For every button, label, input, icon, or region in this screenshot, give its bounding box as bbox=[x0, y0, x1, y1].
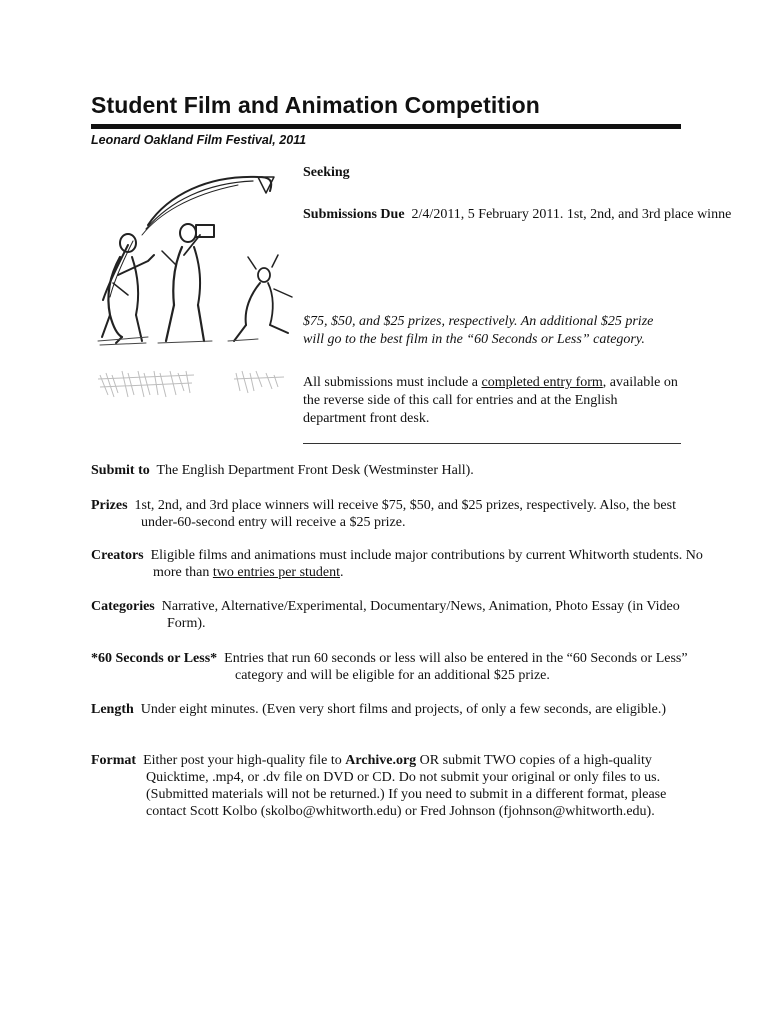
sixty-seconds-text: Entries that run 60 seconds or less will also be entered in the “60 Seconds or Less” category and will be eligible for an additional $25 prize. bbox=[224, 651, 688, 683]
length-label: Length bbox=[91, 702, 134, 717]
categories-entry bbox=[91, 598, 697, 632]
intro-divider bbox=[303, 443, 681, 444]
filmmakers-sketch-illustration bbox=[88, 165, 293, 415]
archive-org-link[interactable]: Archive.org bbox=[345, 753, 417, 768]
submission-requirement bbox=[303, 374, 683, 428]
prizes-label: Prizes bbox=[91, 498, 128, 513]
submission-requirement-post: , available on the reverse side of this call for entries and at the English department front desk. bbox=[303, 375, 678, 426]
submit-to-entry bbox=[91, 462, 691, 479]
entry-form-link[interactable]: completed entry form bbox=[481, 375, 603, 390]
submission-requirement-pre: All submissions must include a bbox=[303, 375, 482, 390]
submissions-due bbox=[303, 207, 770, 223]
categories-label: Categories bbox=[91, 599, 155, 614]
sixty-seconds-label: *60 Seconds or Less* bbox=[91, 651, 218, 666]
format-text-post: OR submit TWO copies of a high-quality Quicktime, .mp4, or .dv file on DVD or CD. Do not submit your original or only files to us. (Submitted materials will not be returned.) If you need to submit in a different format, please contact Scott Kolbo (skolbo@whitworth.edu) or Fred Johnson (fjohnson@whitworth.edu). bbox=[146, 753, 667, 819]
festival-subtitle: Leonard Oakland Film Festival, 2011 bbox=[91, 133, 307, 147]
submit-to-text: The English Department Front Desk (Westminster Hall). bbox=[156, 463, 474, 478]
creators-entry bbox=[91, 547, 705, 581]
prizes-text: 1st, 2nd, and 3rd place winners will receive $75, $50, and $25 prizes, respectively. Also, the best under-60-second entry will receive a $25 prize. bbox=[134, 498, 676, 530]
length-text: Under eight minutes. (Even very short films and projects, of only a few seconds, are eligible.) bbox=[140, 702, 667, 717]
prizes-entry bbox=[91, 497, 701, 531]
submissions-due-text: 2/4/2011, 5 February 2011. 1st, 2nd, and 3rd place winne bbox=[411, 207, 732, 222]
creators-text-post: . bbox=[340, 565, 344, 580]
seeking-label: Seeking bbox=[303, 165, 350, 180]
format-text-pre: Either post your high-quality file to bbox=[143, 753, 346, 768]
creators-text-pre: Eligible films and animations must include major contributions by current Whitworth students. No more than bbox=[150, 548, 703, 580]
title-rule bbox=[91, 124, 681, 129]
prize-note: $75, $50, and $25 prizes, respectively. An additional $25 prize will go to the best film in the “60 Seconds or Less” category. bbox=[303, 314, 654, 347]
page-title: Student Film and Animation Competition bbox=[91, 92, 540, 118]
creators-label: Creators bbox=[91, 548, 144, 563]
two-entries-link: two entries per student bbox=[212, 565, 341, 580]
sixty-seconds-entry bbox=[91, 650, 691, 684]
format-label: Format bbox=[91, 753, 137, 768]
submissions-due-label: Submissions Due bbox=[303, 207, 405, 222]
length-entry bbox=[91, 701, 701, 718]
format-entry bbox=[91, 752, 691, 820]
categories-text: Narrative, Alternative/Experimental, Documentary/News, Animation, Photo Essay (in Video Form). bbox=[161, 599, 680, 631]
submit-to-label: Submit to bbox=[91, 463, 150, 478]
